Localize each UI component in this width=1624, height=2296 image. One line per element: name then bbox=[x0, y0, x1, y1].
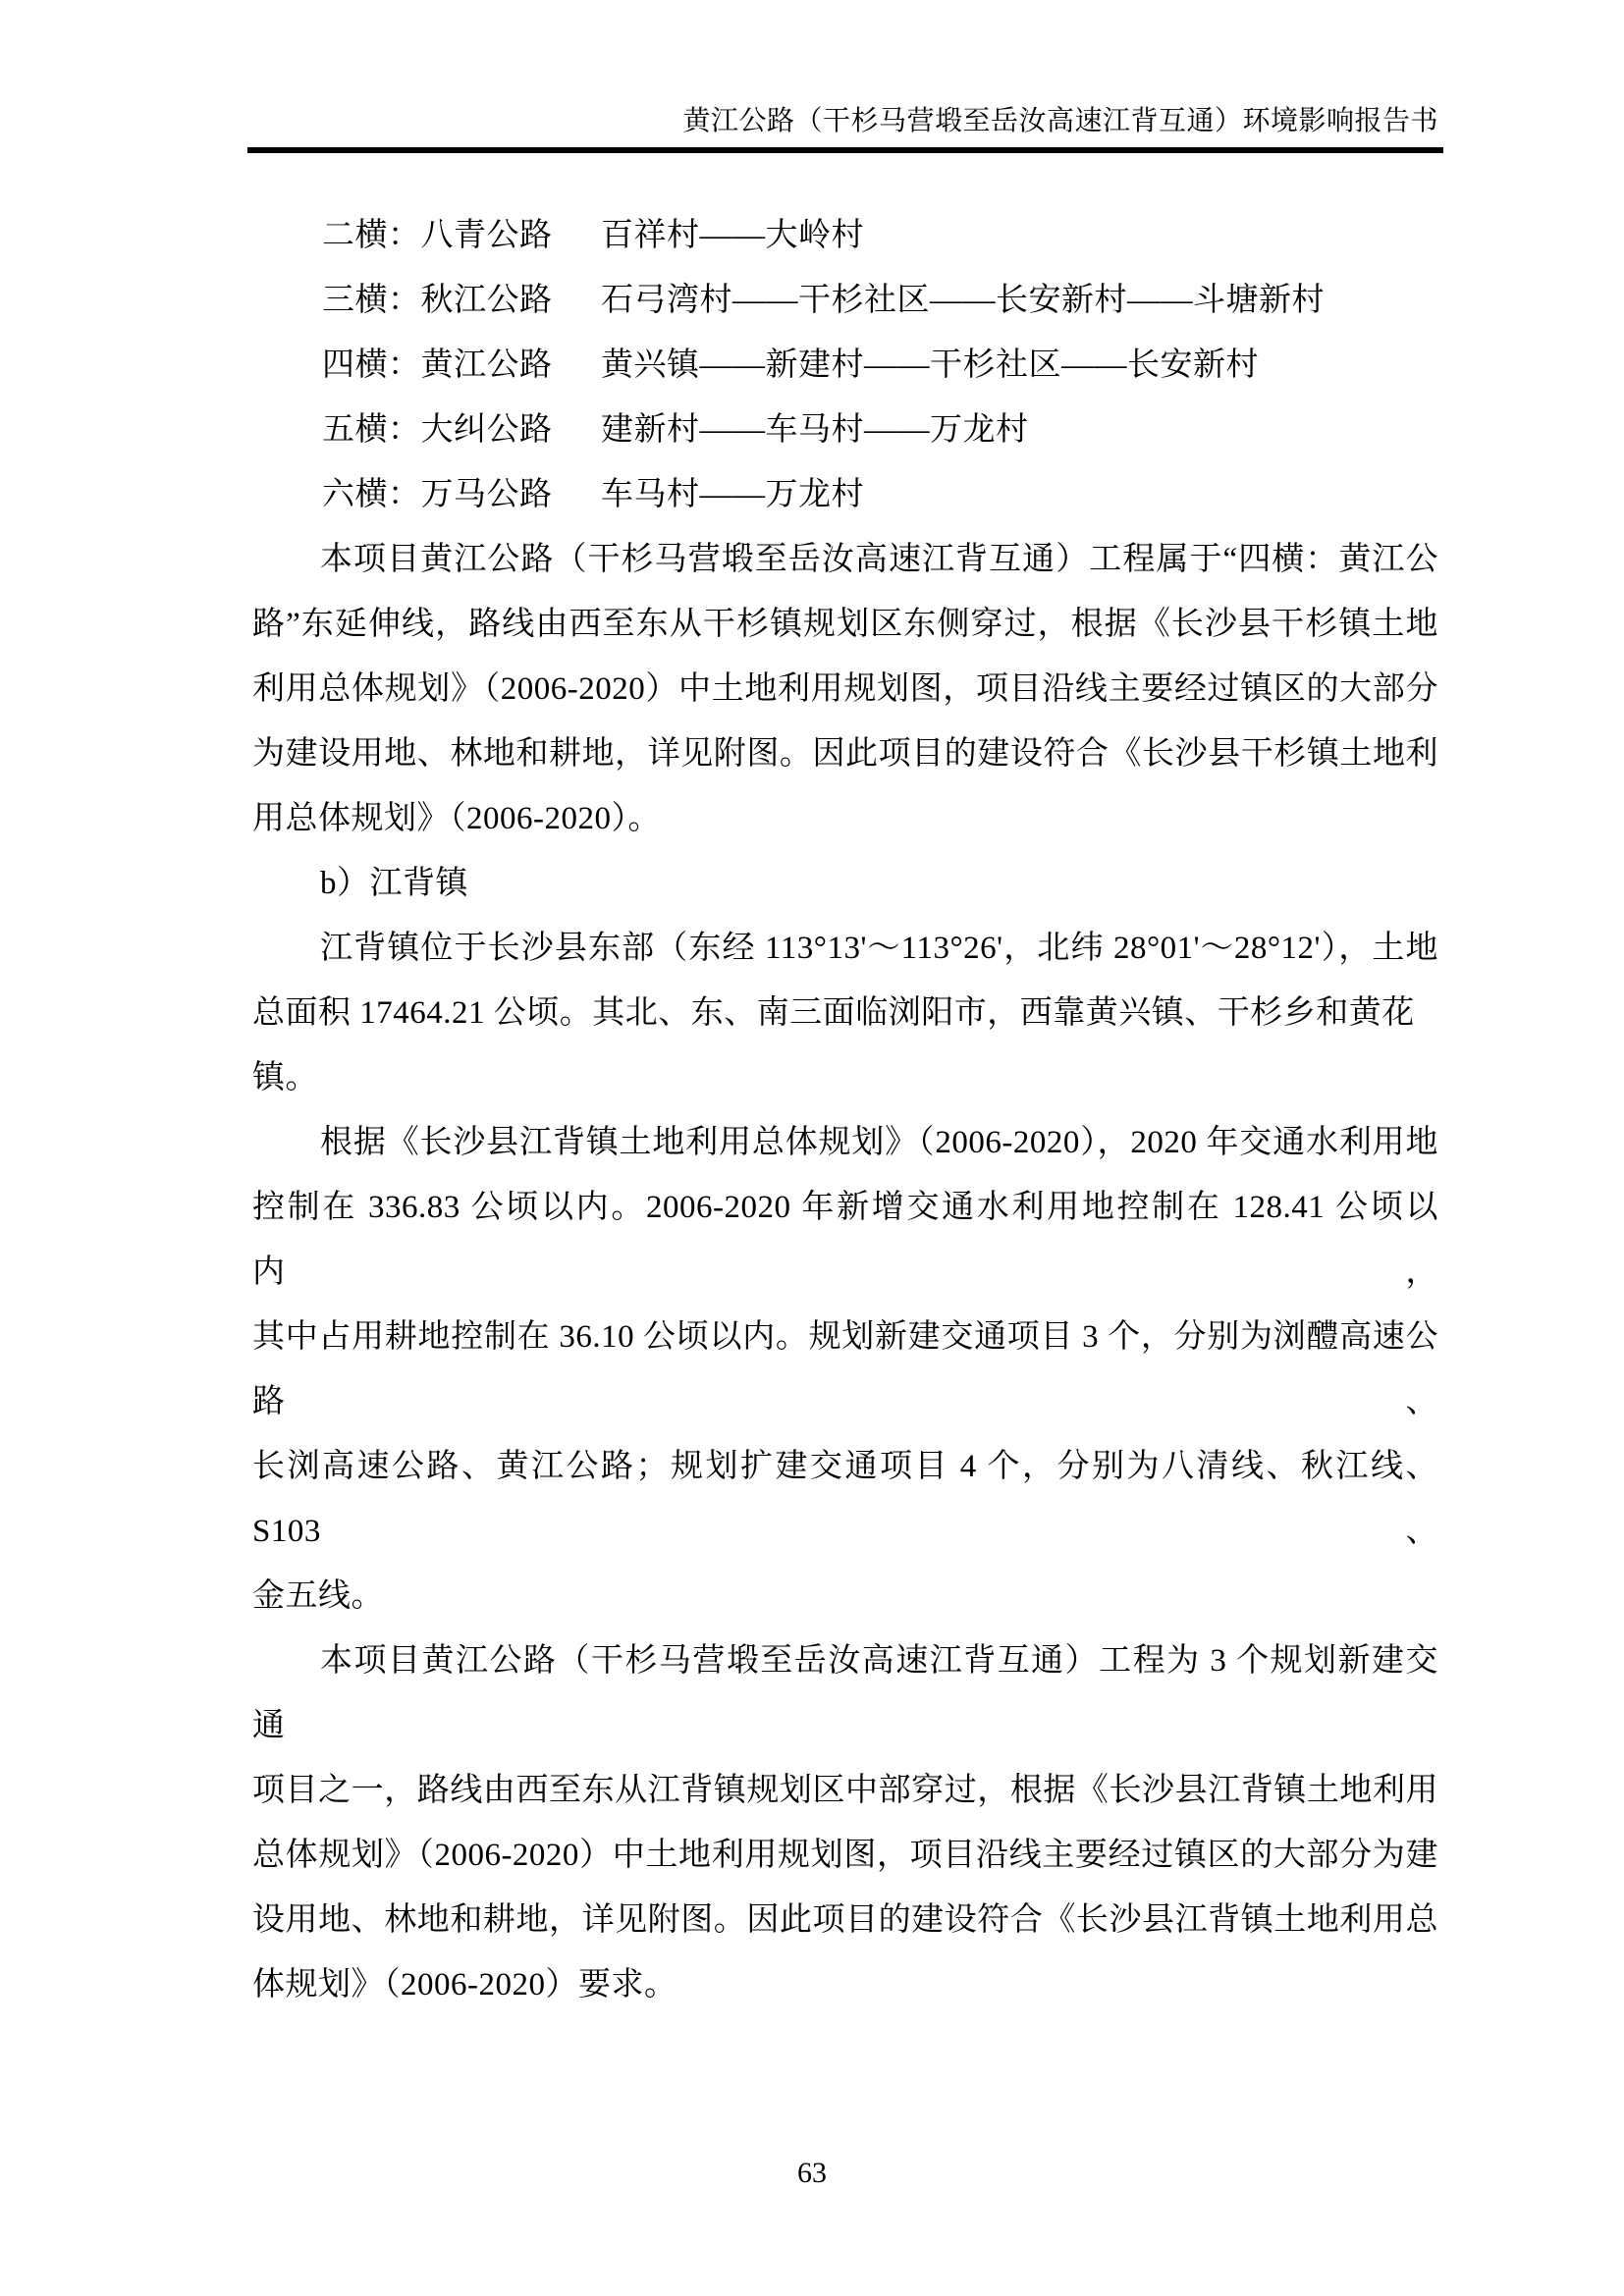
paragraph-line: 利用总体规划》（2006-2020）中土地利用规划图，项目沿线主要经过镇区的大部分 bbox=[252, 671, 1438, 707]
paragraph-line: 总面积 17464.21 公顷。其北、东、南三面临浏阳市，西靠黄兴镇、干杉乡和黄花镇。 bbox=[252, 995, 1415, 1095]
paragraph-line: b）江背镇 bbox=[320, 866, 468, 901]
road-name: 三横：秋江公路 bbox=[322, 283, 553, 318]
road-route: 百祥村——大岭村 bbox=[601, 218, 864, 253]
road-name: 六横：万马公路 bbox=[322, 477, 553, 512]
paragraph-line: 根据《长沙县江背镇土地利用总体规划》（2006-2020），2020 年交通水利用地 bbox=[320, 1125, 1438, 1160]
document-body bbox=[252, 203, 1438, 2017]
paragraph-line: 本项目黄江公路（干杉马营塅至岳汝高速江背互通）工程属于“四横：黄江公 bbox=[320, 542, 1438, 577]
header-title: 黄江公路（干杉马营塅至岳汝高速江背互通）环境影响报告书 bbox=[682, 106, 1438, 136]
page-number: 63 bbox=[797, 2157, 827, 2189]
road-name: 二横：八青公路 bbox=[322, 218, 553, 253]
road-route: 石弓湾村——干杉社区——长安新村——斗塘新村 bbox=[601, 283, 1325, 318]
paragraph-line: 体规划》（2006-2020）要求。 bbox=[252, 1967, 677, 2002]
paragraph bbox=[252, 916, 1438, 1110]
paragraph bbox=[252, 1110, 1438, 1629]
paragraph-line: 金五线。 bbox=[252, 1578, 384, 1614]
paragraph-line: 用总体规划》（2006-2020）。 bbox=[252, 801, 661, 836]
road-route: 黄兴镇——新建村——干杉社区——长安新村 bbox=[601, 347, 1259, 383]
paragraph-line: 总体规划》（2006-2020）中土地利用规划图，项目沿线主要经过镇区的大部分为建 bbox=[252, 1838, 1438, 1873]
paragraph-line: 本项目黄江公路（干杉马营塅至岳汝高速江背互通）工程为 3 个规划新建交通 bbox=[252, 1643, 1438, 1743]
paragraph bbox=[252, 527, 1438, 851]
paragraph-line: 长浏高速公路、黄江公路；规划扩建交通项目 4 个，分别为八清线、秋江线、S103、 bbox=[252, 1449, 1438, 1549]
road-list-item bbox=[252, 333, 1438, 398]
paragraph bbox=[252, 1629, 1438, 2017]
paragraph-line: 设用地、林地和耕地，详见附图。因此项目的建设符合《长沙县江背镇土地利用总 bbox=[252, 1902, 1438, 1938]
road-list-item bbox=[252, 462, 1438, 527]
paragraph-line: 控制在 336.83 公顷以内。2006-2020 年新增交通水利用地控制在 128.41 公顷以内， bbox=[252, 1190, 1438, 1290]
road-route: 车马村——万龙村 bbox=[601, 477, 864, 512]
paragraph-line: 路”东延伸线，路线由西至东从干杉镇规划区东侧穿过，根据《长沙县干杉镇土地 bbox=[252, 607, 1438, 642]
paragraph-line: 其中占用耕地控制在 36.10 公顷以内。规划新建交通项目 3 个，分别为浏醴高速公路、 bbox=[252, 1319, 1438, 1419]
road-name: 四横：黄江公路 bbox=[322, 347, 553, 383]
road-list-item bbox=[252, 398, 1438, 462]
paragraph-container bbox=[252, 527, 1438, 2017]
paragraph-line: 江背镇位于长沙县东部（东经 113°13'～113°26'，北纬 28°01'～28°12'），土地 bbox=[320, 931, 1438, 966]
paragraph-line: 项目之一，路线由西至东从江背镇规划区中部穿过，根据《长沙县江背镇土地利用 bbox=[252, 1773, 1438, 1808]
paragraph-line: 为建设用地、林地和耕地，详见附图。因此项目的建设符合《长沙县干杉镇土地利 bbox=[252, 736, 1438, 772]
paragraph bbox=[252, 851, 1438, 916]
road-name: 五横：大纠公路 bbox=[322, 412, 553, 448]
header-rule bbox=[247, 147, 1443, 153]
road-list-item bbox=[252, 268, 1438, 333]
road-list-item bbox=[252, 203, 1438, 268]
road-route: 建新村——车马村——万龙村 bbox=[601, 412, 1029, 448]
road-list bbox=[252, 203, 1438, 527]
